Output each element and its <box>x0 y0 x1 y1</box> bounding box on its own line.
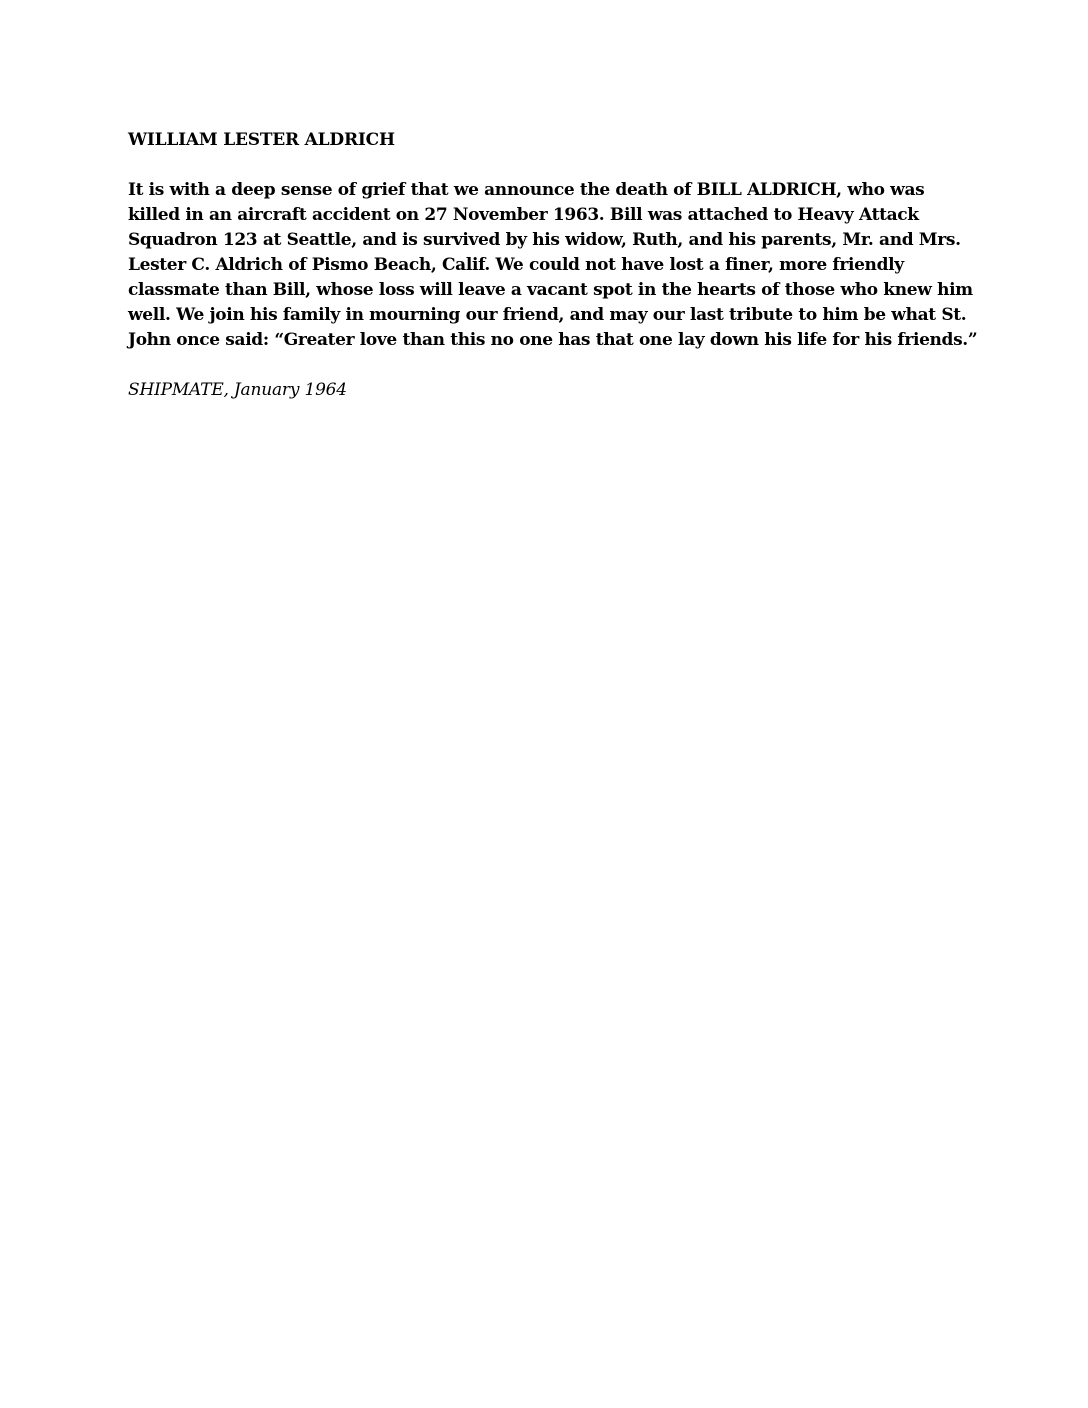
paragraph-line: Squadron 123 at Seattle, and is survived by his widow, Ruth, and his parents, Mr. and Mrs. <box>128 230 961 250</box>
document-title: WILLIAM LESTER ALDRICH <box>128 130 395 150</box>
obituary-paragraph <box>128 178 978 353</box>
document-content <box>128 128 978 403</box>
paragraph-line: Lester C. Aldrich of Pismo Beach, Calif. We could not have lost a finer, more friendly <box>128 255 904 275</box>
paragraph-line: It is with a deep sense of grief that we announce the death of BILL ALDRICH, who was <box>128 180 925 200</box>
paragraph-line: classmate than Bill, whose loss will leave a vacant spot in the hearts of those who knew him <box>128 280 973 300</box>
paragraph-line: well. We join his family in mourning our friend, and may our last tribute to him be what St. <box>128 305 967 325</box>
source-citation: SHIPMATE, January 1964 <box>128 380 347 400</box>
paragraph-line: killed in an aircraft accident on 27 November 1963. Bill was attached to Heavy Attack <box>128 205 919 225</box>
paragraph-line: John once said: “Greater love than this no one has that one lay down his life for his friends.” <box>128 330 978 350</box>
